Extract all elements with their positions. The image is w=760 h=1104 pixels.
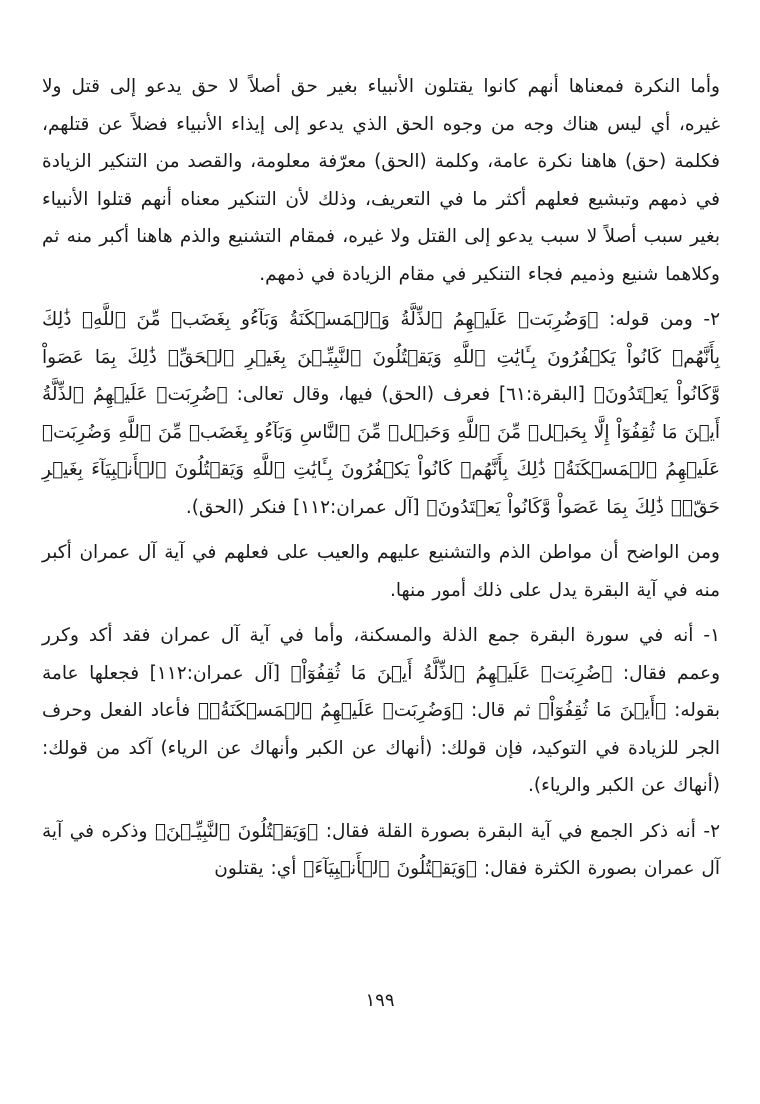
paragraph-point-2-verses: ٢- ومن قوله: ﴿وَضُرِبَتۡ عَلَيۡهِمُ ٱلذِّلَّةُ وَٱلۡمَسۡكَنَةُ وَبَآءُو بِغَضَبٖ مِّنَ ٱللَّهِۗ ذَٰلِكَ بِأَنَّهُمۡ كَانُواْ يَكۡفُرُونَ بِـَٔايَٰتِ ٱللَّهِ وَيَقۡتُلُونَ ٱلنَّبِيِّـۧنَ بِغَيۡرِ ٱلۡحَقِّۗ ذَٰلِكَ بِمَا عَصَواْ وَّكَانُواْ يَعۡتَدُونَ﴾ [البقرة:٦١] فعرف (الحق) فيها، وقال تعالى: ﴿ضُرِبَتۡ عَلَيۡهِمُ ٱلذِّلَّةُ أَيۡنَ مَا ثُقِفُوٓاْ إِلَّا بِحَبۡلٖ مِّنَ ٱللَّهِ وَحَبۡلٖ مِّنَ ٱلنَّاسِ وَبَآءُو بِغَضَبٖ مِّنَ ٱللَّهِ وَضُرِبَتۡ عَلَيۡهِمُ ٱلۡمَسۡكَنَةُۚ ذَٰلِكَ بِأَنَّهُمۡ كَانُواْ يَكۡفُرُونَ بِـَٔايَٰتِ ٱللَّهِ وَيَقۡتُلُونَ ٱلۡأَنۢبِيَآءَ بِغَيۡرِ حَقّٖۚ ذَٰلِكَ بِمَا عَصَواْ وَّكَانُواْ يَعۡتَدُونَ﴾ [آل عمران:١١٢] فنكر (الحق). (42, 309, 720, 518)
paragraph-blame-comparison: ومن الواضح أن مواطن الذم والتشنيع عليهم والعيب على فعلهم في آية آل عمران أكبر منه في آية البقرة يدل على ذلك أمور منها. (42, 542, 720, 601)
paragraph-indefinite-meaning: وأما النكرة فمعناها أنهم كانوا يقتلون الأنبياء بغير حق أصلاً لا حق يدعو إلى قتل ولا غيره، أي ليس هناك وجه من وجوه الحق الذي يدعو إلى إيذاء الأنبياء فضلاً عن قتلهم، فكلمة (حق) هاهنا نكرة عامة، وكلمة (الحق) معرّفة معلومة، والقصد من التنكير الزيادة في ذمهم وتبشيع فعلهم أكثر ما في التعريف، وذلك لأن التنكير معناه أنهم قتلوا الأنبياء بغير سبب أصلاً لا سبب يدعو إلى القتل ولا غيره، فمقام التشنيع والذم هاهنا أكبر منه ثم وكلاهما شنيع وذميم فجاء التنكير في مقام الزيادة في ذمهم. (42, 76, 720, 285)
page-number: ١٩٩ (365, 990, 395, 1011)
paragraph-reason-1: ١- أنه في سورة البقرة جمع الذلة والمسكنة، وأما في آية آل عمران فقد أكد وكرر وعمم فقال: ﴿ضُرِبَتۡ عَلَيۡهِمُ ٱلذِّلَّةُ أَيۡنَ مَا ثُقِفُوٓاْ﴾ [آل عمران:١١٢] فجعلها عامة بقوله: ﴿أَيۡنَ مَا ثُقِفُوٓاْ﴾ ثم قال: ﴿وَضُرِبَتۡ عَلَيۡهِمُ ٱلۡمَسۡكَنَةُۚ﴾ فأعاد الفعل وحرف الجر للزيادة في التوكيد، فإن قولك: (أنهاك عن الكبر وأنهاك عن الرياء) آكد من قولك: (أنهاك عن الكبر والرياء). (42, 625, 720, 796)
paragraph-reason-2: ٢- أنه ذكر الجمع في آية البقرة بصورة القلة فقال: ﴿وَيَقۡتُلُونَ ٱلنَّبِيِّـۧنَ﴾ وذكره في آية آل عمران بصورة الكثرة فقال: ﴿وَيَقۡتُلُونَ ٱلۡأَنۢبِيَآءَ﴾ أي: يقتلون (42, 820, 720, 879)
